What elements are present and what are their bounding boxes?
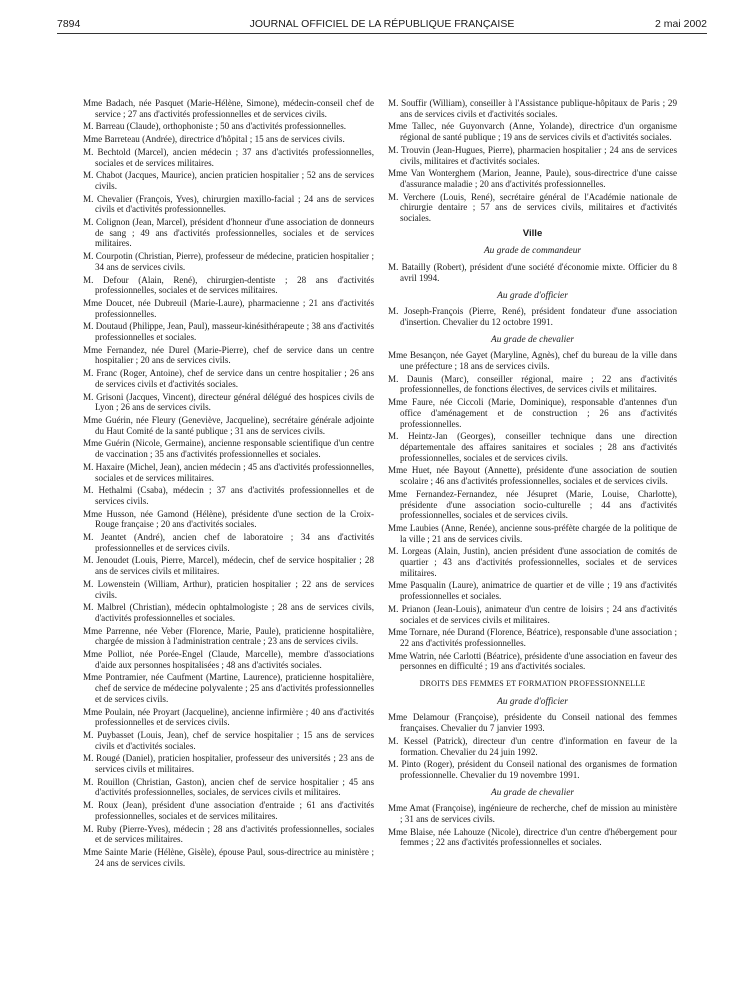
- entry-item: M. Rouillon (Christian, Gaston), ancien chef de service hospitalier ; 45 ans d'activités professionnelles, sociales, de services civils et militaires.: [83, 776, 374, 798]
- entry-item: M. Lorgeas (Alain, Justin), ancien président d'une association de comités de quartier ; 43 ans d'activités professionnelles, sociales et de services militaires.: [388, 546, 677, 578]
- entry-item: M. Puybasset (Louis, Jean), chef de service hospitalier ; 15 ans de services civils et d'activités sociales.: [83, 729, 374, 751]
- entry-item: M. Defour (Alain, René), chirurgien-dentiste ; 28 ans d'activités professionnelles, sociales et de services militaires.: [83, 274, 374, 296]
- entry-item: M. Grisoni (Jacques, Vincent), directeur général délégué des hospices civils de Lyon ; 26 ans de services civils.: [83, 391, 374, 413]
- entry-item: Mme Watrin, née Carlotti (Béatrice), présidente d'une association en faveur des personnes en difficulté ; 19 ans d'activités sociales.: [388, 650, 677, 672]
- entry-item: M. Daunis (Marc), conseiller régional, maire ; 22 ans d'activités professionnelles, de fonctions électives, de services civils et militaires.: [388, 373, 677, 395]
- grade-heading-commandeur: Au grade de commandeur: [483, 246, 582, 257]
- ville-chevalier-list: [388, 350, 677, 672]
- entry-item: M. Heintz-Jan (Georges), conseiller technique dans une direction départementale des affaires sanitaires et sociales ; 28 ans d'activités professionnelles, sociales et de services civils.: [388, 431, 677, 463]
- entry-item: M. Bechtold (Marcel), ancien médecin ; 37 ans d'activités professionnelles, sociales et de services militaires.: [83, 146, 374, 168]
- page-number: 7894: [57, 18, 81, 30]
- entry-item: M. Souffir (William), conseiller à l'Assistance publique-hôpitaux de Paris ; 29 ans de services civils et d'activités sociales.: [388, 98, 677, 119]
- page-header: [57, 18, 707, 34]
- entry-item: M. Barreau (Claude), orthophoniste ; 50 ans d'activités professionnelles.: [83, 121, 347, 132]
- entry-item: M. Kessel (Patrick), directeur d'un centre d'information en faveur de la formation. Chevalier du 24 juin 1992.: [388, 735, 677, 757]
- entry-item: Mme Sainte Marie (Hélène, Gisèle), épouse Paul, sous-directrice au ministère ; 24 ans de services civils.: [83, 847, 374, 868]
- entry-item: Mme Parrenne, née Veber (Florence, Marie, Paule), praticienne hospitalière, chargée de mission à l'administration centrale ; 23 ans de services civils.: [83, 625, 374, 647]
- entry-item: Mme Huet, née Bayout (Annette), présidente d'une association de soutien scolaire ; 46 ans d'activités professionnelles, sociales et de services civils.: [388, 465, 677, 487]
- entry-item: Mme Tornare, née Durand (Florence, Béatrice), responsable d'une association ; 22 ans d'activités professionnelles.: [388, 627, 677, 648]
- journal-title: JOURNAL OFFICIEL DE LA RÉPUBLIQUE FRANÇAISE: [249, 18, 515, 30]
- right-column: [388, 98, 677, 850]
- entry-item: Mme Polliot, née Porée-Engel (Claude, Marcelle), membre d'associations d'aide aux personnes hospitalisées ; 48 ans d'activités sociales.: [83, 649, 374, 670]
- entry-item: M. Rougé (Daniel), praticien hospitalier, professeur des universités ; 23 ans de services civils et militaires.: [83, 753, 374, 775]
- header-divider: [57, 33, 707, 34]
- entry-item: M. Lowenstein (William, Arthur), praticien hospitalier ; 22 ans de services civils.: [83, 578, 374, 600]
- entry-item: Mme Delamour (Françoise), présidente du Conseil national des femmes françaises. Chevalier du 7 janvier 1993.: [388, 712, 677, 734]
- entry-item: Mme Doucet, née Dubreuil (Marie-Laure), pharmacienne ; 21 ans d'activités professionnelles.: [83, 297, 374, 319]
- entry-item: Mme Amat (Françoise), ingénieure de recherche, chef de mission au ministère ; 31 ans de services civils.: [388, 803, 677, 825]
- entry-item: M. Courpotin (Christian, Pierre), professeur de médecine, praticien hospitalier ; 34 ans de services civils.: [83, 251, 374, 272]
- entry-item: M. Jenoudet (Louis, Pierre, Marcel), médecin, chef de service hospitalier ; 28 ans de services civils et militaires.: [83, 555, 374, 577]
- entry-item: Mme Blaise, née Lahouze (Nicole), directrice d'un centre d'hébergement pour femmes ; 22 ans d'activités professionnelles et sociales.: [388, 826, 677, 848]
- entry-item: Mme Guérin, née Fleury (Geneviève, Jacqueline), secrétaire générale adjointe du Haut Comité de la santé publique ; 31 ans de services civils.: [83, 414, 374, 436]
- entry-item: Mme Pasqualin (Laure), animatrice de quartier et de ville ; 19 ans d'activités professionnelles et sociales.: [388, 580, 677, 602]
- entry-item: Mme Badach, née Pasquet (Marie-Hélène, Simone), médecin-conseil chef de service ; 27 ans d'activités professionnelles et de services civils.: [83, 98, 374, 119]
- droits-chevalier-list: [388, 803, 677, 848]
- entry-item: M. Verchere (Louis, René), secrétaire général de l'Académie nationale de chirurgie dentaire ; 57 ans de services civils, militaires et d'activités sociales.: [388, 191, 677, 224]
- entry-item: Mme Barreteau (Andrée), directrice d'hôpital ; 15 ans de services civils.: [83, 134, 345, 145]
- grade-heading-officier-droits: Au grade d'officier: [497, 696, 568, 707]
- section-title-droits-des-femmes: DROITS DES FEMMES ET FORMATION PROFESSIONNELLE: [419, 679, 646, 689]
- entry-item: Mme Besançon, née Gayet (Maryline, Agnès), chef du bureau de la ville dans une préfecture ; 18 ans de services civils.: [388, 350, 677, 372]
- entry-item: Mme Guérin (Nicole, Germaine), ancienne responsable scientifique d'un centre de vaccination ; 35 ans d'activités professionnelles et sociales.: [83, 438, 374, 460]
- entry-item: M. Jeantet (André), ancien chef de laboratoire ; 34 ans d'activités professionnelles et de services civils.: [83, 532, 374, 553]
- droits-officier-list: [388, 712, 677, 780]
- entry-item: Mme Van Wonterghem (Marion, Jeanne, Paule), sous-directrice d'une caisse d'assurance maladie ; 20 ans d'activités professionnelles.: [388, 168, 677, 189]
- entry-item: M. Pinto (Roger), président du Conseil national des organismes de formation professionnelle. Chevalier du 19 novembre 1991.: [388, 759, 677, 780]
- ville-officier-list: [388, 306, 677, 327]
- entry-item: Mme Laubies (Anne, Renée), ancienne sous-préfète chargée de la politique de la ville ; 21 ans de services civils.: [388, 522, 677, 544]
- entry-item: M. Joseph-François (Pierre, René), président fondateur d'une association d'insertion. Chevalier du 12 octobre 1991.: [388, 306, 677, 327]
- entry-item: M. Prianon (Jean-Louis), animateur d'un centre de loisirs ; 24 ans d'activités sociales et de services civils et militaires.: [388, 603, 677, 625]
- right-top-entries: [388, 98, 677, 224]
- section-title-ville: Ville: [522, 227, 543, 239]
- entry-item: Mme Husson, née Gamond (Hélène), présidente d'une section de la Croix-Rouge française ; 20 ans d'activités sociales.: [83, 508, 374, 530]
- entry-item: M. Chevalier (François, Yves), chirurgien maxillo-facial ; 24 ans de services civils et d'activités professionnelles.: [83, 193, 374, 215]
- entry-item: M. Colignon (Jean, Marcel), président d'honneur d'une association de donneurs de sang ; 49 ans d'activités professionnelles, sociales et de services militaires.: [83, 217, 374, 249]
- entry-item: M. Franc (Roger, Antoine), chef de service dans un centre hospitalier ; 26 ans de services civils et d'activités sociales.: [83, 368, 374, 389]
- entry-item: M. Haxaire (Michel, Jean), ancien médecin ; 45 ans d'activités professionnelles, sociales et de services militaires.: [83, 461, 374, 483]
- grade-heading-officier: Au grade d'officier: [497, 290, 568, 301]
- left-column: [83, 98, 374, 870]
- entry-item: Mme Tallec, née Guyonvarch (Anne, Yolande), directrice d'un organisme régional de santé publique ; 19 ans de services civils et d'activités sociales.: [388, 121, 677, 143]
- issue-date: 2 mai 2002: [655, 18, 707, 30]
- entry-item: Mme Fernandez-Fernandez, née Jésupret (Marie, Louise, Charlotte), présidente d'une association socio-culturelle ; 44 ans d'activités professionnelles, sociales et de services civils.: [388, 488, 677, 521]
- entry-item: Mme Pontramier, née Caufment (Martine, Laurence), praticienne hospitalière, chef de service de médecine polyvalente ; 25 ans d'activités professionnelles et de services civils.: [83, 672, 374, 704]
- entry-item: Mme Faure, née Ciccoli (Marie, Dominique), responsable d'antennes d'un office d'aménagement et de construction ; 26 ans d'activités professionnelles.: [388, 397, 677, 429]
- entry-item: Mme Poulain, née Proyart (Jacqueline), ancienne infirmière ; 40 ans d'activités professionnelles et de services civils.: [83, 706, 374, 728]
- entry-item: M. Trouvin (Jean-Hugues, Pierre), pharmacien hospitalier ; 24 ans de services civils, militaires et d'activités sociales.: [388, 144, 677, 166]
- entry-item: M. Malbrel (Christian), médecin ophtalmologiste ; 28 ans de services civils, d'activités professionnelles et sociales.: [83, 602, 374, 623]
- grade-heading-chevalier: Au grade de chevalier: [490, 334, 575, 345]
- entry-item: M. Roux (Jean), président d'une association d'entraide ; 61 ans d'activités professionnelles, sociales et de services militaires.: [83, 800, 374, 821]
- entry-item: M. Doutaud (Philippe, Jean, Paul), masseur-kinésithérapeute ; 38 ans d'activités professionnelles et sociales.: [83, 321, 374, 343]
- entry-item: M. Hethalmi (Csaba), médecin ; 37 ans d'activités professionnelles et de services civils.: [83, 485, 374, 506]
- ville-commandeur-list: [388, 262, 677, 283]
- entry-item: M. Ruby (Pierre-Yves), médecin ; 28 ans d'activités professionnelles, sociales et de services militaires.: [83, 823, 374, 845]
- entry-item: M. Chabot (Jacques, Maurice), ancien praticien hospitalier ; 52 ans de services civils.: [83, 170, 374, 191]
- entry-item: M. Batailly (Robert), président d'une société d'économie mixte. Officier du 8 avril 1994.: [388, 262, 677, 283]
- entry-item: Mme Fernandez, née Durel (Marie-Pierre), chef de service dans un centre hospitalier ; 20 ans de services civils.: [83, 344, 374, 366]
- grade-heading-chevalier-droits: Au grade de chevalier: [490, 787, 575, 798]
